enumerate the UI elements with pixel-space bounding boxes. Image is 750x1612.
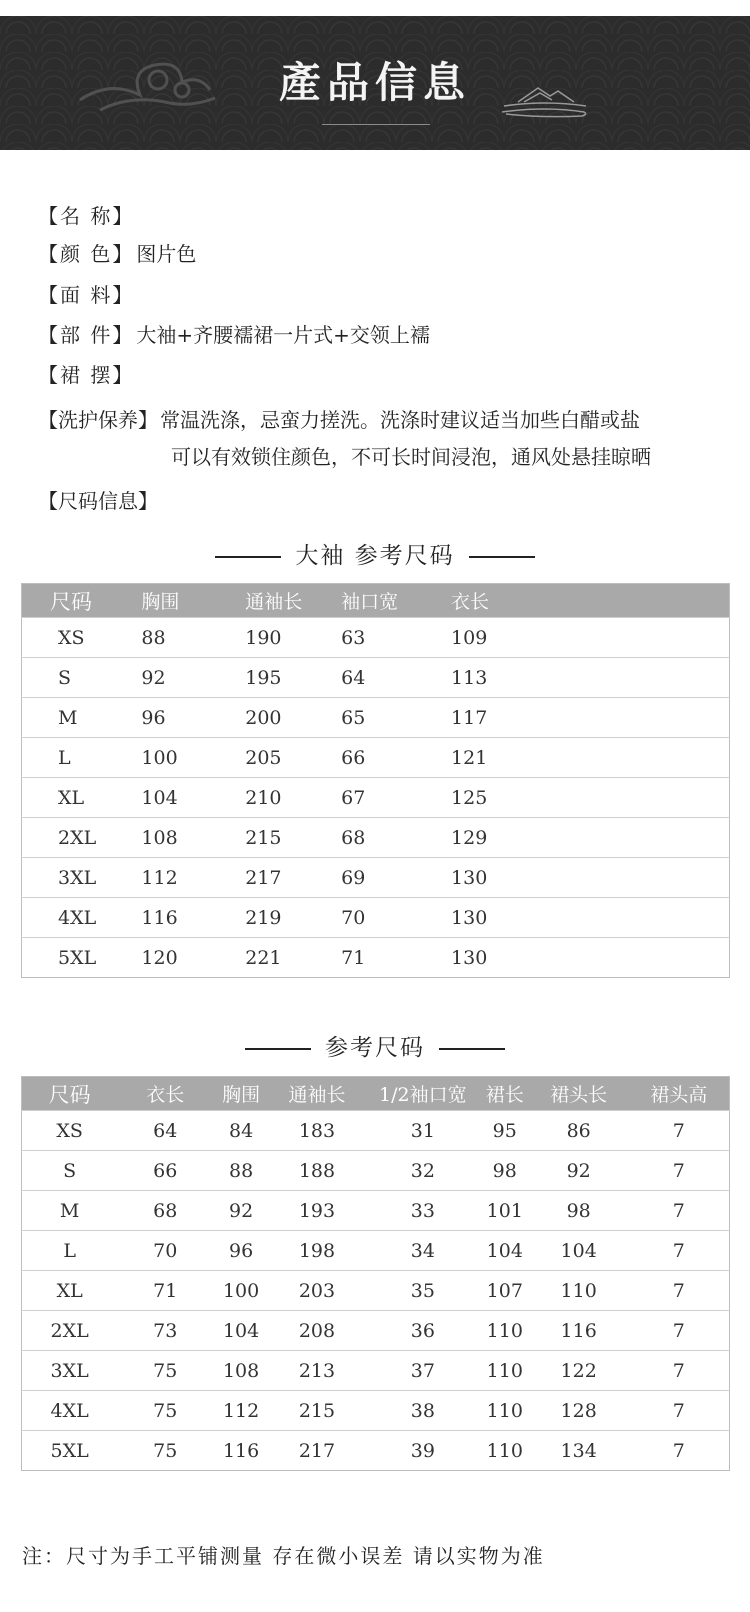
measure-cell: 116 — [529, 1311, 629, 1351]
measure-cell: 7 — [629, 1311, 730, 1351]
table-row — [22, 858, 730, 898]
size-cell: L — [22, 1231, 118, 1271]
measure-cell: 193 — [269, 1191, 365, 1231]
care-line1: 常温洗涤，忌蛮力搓洗。洗涤时建议适当加些白醋或盐 — [160, 408, 640, 432]
measure-cell: 92 — [529, 1151, 629, 1191]
measure-cell: 129 — [451, 818, 729, 858]
measure-cell: 31 — [365, 1111, 481, 1151]
measure-cell: 110 — [481, 1351, 529, 1391]
measure-cell: 95 — [481, 1111, 529, 1151]
measure-cell: 121 — [451, 738, 729, 778]
care-line2: 可以有效锁住颜色，不可长时间浸泡，通风处悬挂晾晒 — [171, 445, 651, 469]
size-cell: M — [22, 698, 142, 738]
table-header-cell: 衣长 — [451, 584, 729, 618]
measure-cell: 134 — [529, 1431, 629, 1471]
size-table-sleeve — [21, 583, 730, 978]
measure-cell: 65 — [341, 698, 451, 738]
table-row — [22, 1191, 730, 1231]
table-row — [22, 1351, 730, 1391]
size-label: 【尺码信息】 — [38, 489, 158, 513]
measure-cell: 120 — [141, 938, 245, 978]
table-row — [22, 1311, 730, 1351]
care-label: 【洗护保养】 — [38, 408, 158, 432]
size-cell: M — [22, 1191, 118, 1231]
size-cell: S — [22, 1151, 118, 1191]
info-row-size — [38, 485, 158, 514]
table-header-cell: 胸围 — [141, 584, 245, 618]
measure-cell: 84 — [213, 1111, 269, 1151]
measure-cell: 66 — [341, 738, 451, 778]
fabric-label: 【面 料】 — [38, 283, 135, 307]
info-row-care — [38, 404, 640, 433]
measure-cell: 64 — [341, 658, 451, 698]
measure-cell: 190 — [245, 618, 341, 658]
title-dash-left — [245, 1048, 311, 1050]
size-cell: XS — [22, 618, 142, 658]
measure-cell: 104 — [529, 1231, 629, 1271]
size-cell: S — [22, 658, 142, 698]
measure-cell: 71 — [341, 938, 451, 978]
measure-cell: 7 — [629, 1191, 730, 1231]
measure-cell: 33 — [365, 1191, 481, 1231]
measure-cell: 75 — [117, 1431, 213, 1471]
measure-cell: 88 — [213, 1151, 269, 1191]
measure-cell: 107 — [481, 1271, 529, 1311]
measure-cell: 183 — [269, 1111, 365, 1151]
measure-cell: 217 — [245, 858, 341, 898]
measure-cell: 125 — [451, 778, 729, 818]
measure-cell: 130 — [451, 938, 729, 978]
measure-cell: 92 — [213, 1191, 269, 1231]
measure-cell: 7 — [629, 1111, 730, 1151]
measure-cell: 32 — [365, 1151, 481, 1191]
measure-cell: 101 — [481, 1191, 529, 1231]
measure-cell: 130 — [451, 858, 729, 898]
measure-cell: 98 — [481, 1151, 529, 1191]
measure-cell: 75 — [117, 1351, 213, 1391]
measure-cell: 203 — [269, 1271, 365, 1311]
table-header-cell: 1/2袖口宽 — [365, 1077, 481, 1111]
measure-cell: 7 — [629, 1431, 730, 1471]
measure-cell: 122 — [529, 1351, 629, 1391]
measure-cell: 7 — [629, 1391, 730, 1431]
measure-cell: 7 — [629, 1151, 730, 1191]
table1-title — [0, 537, 750, 570]
measure-cell: 198 — [269, 1231, 365, 1271]
table-row — [22, 1391, 730, 1431]
measure-cell: 70 — [341, 898, 451, 938]
title-dash-right — [469, 556, 535, 558]
title-dash-left — [215, 556, 281, 558]
size-cell: 3XL — [22, 1351, 118, 1391]
mountain-icon — [500, 78, 590, 122]
measure-cell: 7 — [629, 1231, 730, 1271]
measure-cell: 104 — [481, 1231, 529, 1271]
measure-cell: 75 — [117, 1391, 213, 1431]
parts-label: 【部 件】 — [38, 323, 135, 347]
size-cell: XS — [22, 1111, 118, 1151]
size-table-reference — [21, 1076, 730, 1471]
title-dash-right — [439, 1048, 505, 1050]
table-header-cell: 胸围 — [213, 1077, 269, 1111]
table-row — [22, 938, 730, 978]
info-row-name — [38, 200, 136, 229]
measure-cell: 34 — [365, 1231, 481, 1271]
color-label: 【颜 色】 — [38, 242, 135, 266]
measure-cell: 71 — [117, 1271, 213, 1311]
measure-cell: 221 — [245, 938, 341, 978]
title-underline — [322, 124, 430, 125]
measure-cell: 108 — [141, 818, 245, 858]
size-cell: 2XL — [22, 1311, 118, 1351]
measure-cell: 130 — [451, 898, 729, 938]
measure-cell: 108 — [213, 1351, 269, 1391]
size-cell: 5XL — [22, 938, 142, 978]
table-row — [22, 738, 730, 778]
table-row — [22, 778, 730, 818]
info-row-fabric — [38, 279, 136, 308]
measure-cell: 104 — [141, 778, 245, 818]
color-value: 图片色 — [136, 242, 197, 266]
measure-cell: 110 — [481, 1391, 529, 1431]
measure-cell: 113 — [451, 658, 729, 698]
measure-cell: 37 — [365, 1351, 481, 1391]
measure-cell: 104 — [213, 1311, 269, 1351]
table-row — [22, 698, 730, 738]
table-header-cell: 尺码 — [22, 1077, 118, 1111]
measure-cell: 36 — [365, 1311, 481, 1351]
measure-cell: 35 — [365, 1271, 481, 1311]
table-row — [22, 658, 730, 698]
measure-cell: 217 — [269, 1431, 365, 1471]
measure-cell: 96 — [213, 1231, 269, 1271]
info-row-hem — [38, 359, 136, 388]
measure-cell: 210 — [245, 778, 341, 818]
table-row — [22, 818, 730, 858]
table-row — [22, 898, 730, 938]
measure-cell: 64 — [117, 1111, 213, 1151]
measure-cell: 200 — [245, 698, 341, 738]
size-cell: L — [22, 738, 142, 778]
table2-title — [0, 1029, 750, 1062]
hem-label: 【裙 摆】 — [38, 363, 135, 387]
measure-cell: 63 — [341, 618, 451, 658]
size-cell: 2XL — [22, 818, 142, 858]
measure-cell: 116 — [141, 898, 245, 938]
measure-cell: 208 — [269, 1311, 365, 1351]
measure-cell: 112 — [141, 858, 245, 898]
measure-cell: 88 — [141, 618, 245, 658]
info-row-color — [38, 238, 196, 267]
measure-cell: 98 — [529, 1191, 629, 1231]
measure-cell: 213 — [269, 1351, 365, 1391]
size-cell: XL — [22, 778, 142, 818]
table-header-cell: 通袖长 — [245, 584, 341, 618]
measure-cell: 195 — [245, 658, 341, 698]
table-header-cell: 衣长 — [117, 1077, 213, 1111]
measure-cell: 73 — [117, 1311, 213, 1351]
table-header-cell: 裙长 — [481, 1077, 529, 1111]
measure-cell: 96 — [141, 698, 245, 738]
measure-cell: 215 — [269, 1391, 365, 1431]
table-header-row — [22, 584, 730, 618]
measure-cell: 116 — [213, 1431, 269, 1471]
measure-cell: 128 — [529, 1391, 629, 1431]
measure-cell: 205 — [245, 738, 341, 778]
size-cell: 3XL — [22, 858, 142, 898]
measure-cell: 86 — [529, 1111, 629, 1151]
measure-cell: 100 — [213, 1271, 269, 1311]
measure-cell: 100 — [141, 738, 245, 778]
size-cell: XL — [22, 1271, 118, 1311]
measure-cell: 112 — [213, 1391, 269, 1431]
table-row — [22, 618, 730, 658]
measure-cell: 109 — [451, 618, 729, 658]
measure-cell: 39 — [365, 1431, 481, 1471]
table-row — [22, 1231, 730, 1271]
table-header-cell: 通袖长 — [269, 1077, 365, 1111]
measure-cell: 219 — [245, 898, 341, 938]
banner-title: 產品信息 — [278, 58, 471, 107]
parts-value: 大袖+齐腰襦裙一片式+交领上襦 — [136, 323, 430, 347]
measure-cell: 7 — [629, 1271, 730, 1311]
table-row — [22, 1431, 730, 1471]
table-row — [22, 1271, 730, 1311]
table2-title-text: 参考尺码 — [325, 1035, 425, 1061]
name-label: 【名 称】 — [38, 204, 135, 228]
table-header-cell: 裙头长 — [529, 1077, 629, 1111]
header-banner — [0, 16, 750, 150]
table1-title-text: 大袖 参考尺码 — [295, 543, 455, 569]
measure-cell: 68 — [117, 1191, 213, 1231]
measure-cell: 38 — [365, 1391, 481, 1431]
measure-cell: 110 — [481, 1431, 529, 1471]
measure-cell: 66 — [117, 1151, 213, 1191]
size-cell: 4XL — [22, 1391, 118, 1431]
measure-cell: 215 — [245, 818, 341, 858]
measure-cell: 67 — [341, 778, 451, 818]
size-cell: 4XL — [22, 898, 142, 938]
table-header-cell: 裙头高 — [629, 1077, 730, 1111]
info-row-parts — [38, 319, 430, 348]
size-cell: 5XL — [22, 1431, 118, 1471]
measure-cell: 110 — [481, 1311, 529, 1351]
measure-cell: 117 — [451, 698, 729, 738]
measure-cell: 7 — [629, 1351, 730, 1391]
measure-cell: 92 — [141, 658, 245, 698]
table-header-row — [22, 1077, 730, 1111]
footnote: 注：尺寸为手工平铺测量 存在微小误差 请以实物为准 — [22, 1544, 545, 1568]
table-header-cell: 尺码 — [22, 584, 142, 618]
table-row — [22, 1151, 730, 1191]
table-row — [22, 1111, 730, 1151]
measure-cell: 69 — [341, 858, 451, 898]
table-header-cell: 袖口宽 — [341, 584, 451, 618]
measure-cell: 70 — [117, 1231, 213, 1271]
measure-cell: 68 — [341, 818, 451, 858]
measure-cell: 188 — [269, 1151, 365, 1191]
measure-cell: 110 — [529, 1271, 629, 1311]
